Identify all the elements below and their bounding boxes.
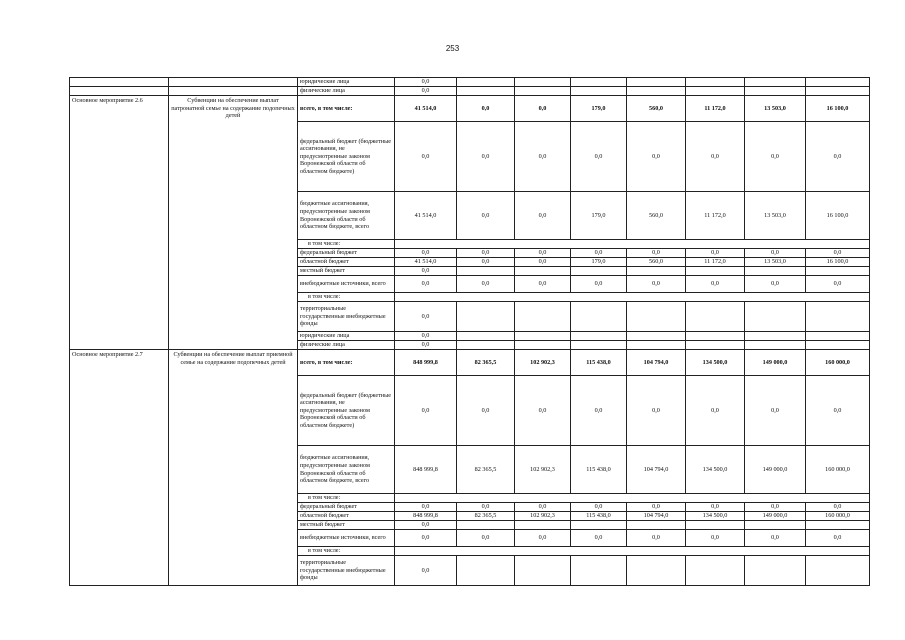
value-cell: 0,0 (627, 530, 686, 547)
value-cell: 0,0 (395, 341, 457, 350)
value-cell: 160 000,0 (806, 446, 870, 494)
empty-cell (515, 556, 571, 586)
value-cell: 0,0 (395, 87, 457, 96)
value-cell: 16 100,0 (806, 192, 870, 240)
empty-cell (627, 332, 686, 341)
table-row (70, 87, 870, 96)
empty-cell (745, 341, 806, 350)
value-cell: 0,0 (627, 276, 686, 293)
value-cell: 13 503,0 (745, 258, 806, 267)
table-row (70, 96, 870, 122)
value-cell: 0,0 (745, 503, 806, 512)
empty-cell (745, 521, 806, 530)
value-cell: 11 172,0 (686, 258, 745, 267)
value-cell: 0,0 (395, 521, 457, 530)
value-cell: 82 365,5 (457, 512, 515, 521)
empty-cell (745, 87, 806, 96)
row-label: бюджетные ассигнования, предусмотренные законом Воронежской области об областном бюджете, всего (298, 446, 395, 494)
value-cell: 149 000,0 (745, 350, 806, 376)
empty-cell (515, 267, 571, 276)
value-cell: 0,0 (457, 249, 515, 258)
empty-cell (745, 556, 806, 586)
value-cell: 179,0 (571, 96, 627, 122)
row-label: федеральный бюджет (бюджетные ассигнования, не предусмотренные законом Воронежской области об областном бюджете) (298, 122, 395, 192)
value-cell: 0,0 (806, 122, 870, 192)
empty-cell (686, 556, 745, 586)
value-cell: 0,0 (571, 530, 627, 547)
empty-cell (806, 556, 870, 586)
value-cell: 0,0 (395, 267, 457, 276)
table-row (70, 350, 870, 376)
empty-cell (515, 341, 571, 350)
value-cell: 0,0 (515, 376, 571, 446)
row-label: физические лица (298, 87, 395, 96)
value-cell: 11 172,0 (686, 192, 745, 240)
empty-cell (457, 87, 515, 96)
empty-cell (571, 267, 627, 276)
empty-cell (515, 87, 571, 96)
value-cell: 0,0 (515, 258, 571, 267)
value-cell: 104 794,0 (627, 512, 686, 521)
row-label: областной бюджет (298, 512, 395, 521)
empty-cell (686, 302, 745, 332)
value-cell: 0,0 (395, 249, 457, 258)
value-cell: 0,0 (457, 376, 515, 446)
empty-cell (806, 332, 870, 341)
value-cell: 0,0 (627, 503, 686, 512)
value-cell: 0,0 (395, 332, 457, 341)
empty-cell (515, 521, 571, 530)
row-label: внебюджетные источники, всего (298, 530, 395, 547)
value-cell: 0,0 (395, 503, 457, 512)
value-cell: 0,0 (806, 249, 870, 258)
empty-cell (806, 521, 870, 530)
value-cell: 0,0 (686, 276, 745, 293)
empty-cell (571, 87, 627, 96)
value-cell: 560,0 (627, 258, 686, 267)
empty-cell (686, 332, 745, 341)
value-cell: 0,0 (745, 530, 806, 547)
value-cell: 0,0 (457, 258, 515, 267)
value-cell: 0,0 (627, 122, 686, 192)
measure-name: Субвенции на обеспечение выплат приемной семье на содержание подопечных детей (169, 350, 298, 586)
row-label: областной бюджет (298, 258, 395, 267)
value-cell: 0,0 (457, 122, 515, 192)
page-number: 253 (445, 44, 460, 53)
value-cell: 0,0 (745, 122, 806, 192)
value-cell: 0,0 (686, 503, 745, 512)
value-cell: 102 902,3 (515, 446, 571, 494)
value-cell: 16 100,0 (806, 96, 870, 122)
empty-cell (571, 521, 627, 530)
empty-cell (457, 521, 515, 530)
value-cell: 0,0 (515, 249, 571, 258)
value-cell: 560,0 (627, 192, 686, 240)
row-label: в том числе: (298, 547, 395, 556)
row-label: местный бюджет (298, 267, 395, 276)
value-cell: 0,0 (686, 530, 745, 547)
value-cell: 0,0 (515, 122, 571, 192)
value-cell: 104 794,0 (627, 350, 686, 376)
empty-cell (457, 78, 515, 87)
empty-cell (745, 332, 806, 341)
value-cell: 160 000,0 (806, 512, 870, 521)
empty-cell (686, 267, 745, 276)
row-label: всего, в том числе: (298, 350, 395, 376)
value-cell: 0,0 (686, 249, 745, 258)
empty-cell (457, 556, 515, 586)
value-cell: 0,0 (515, 276, 571, 293)
value-cell: 102 902,3 (515, 512, 571, 521)
empty-cell (627, 267, 686, 276)
empty-cell (395, 293, 870, 302)
value-cell: 0,0 (395, 530, 457, 547)
row-label: федеральный бюджет (298, 249, 395, 258)
value-cell: 0,0 (745, 276, 806, 293)
value-cell: 0,0 (686, 122, 745, 192)
value-cell: 0,0 (457, 276, 515, 293)
empty-cell (70, 78, 169, 87)
value-cell: 848 999,8 (395, 512, 457, 521)
empty-cell (571, 556, 627, 586)
empty-cell (627, 341, 686, 350)
value-cell: 0,0 (395, 302, 457, 332)
empty-cell (686, 87, 745, 96)
empty-cell (627, 521, 686, 530)
value-cell: 0,0 (395, 556, 457, 586)
value-cell: 115 438,0 (571, 512, 627, 521)
value-cell: 0,0 (571, 376, 627, 446)
empty-cell (169, 78, 298, 87)
row-label: внебюджетные источники, всего (298, 276, 395, 293)
value-cell: 0,0 (571, 503, 627, 512)
value-cell: 0,0 (627, 376, 686, 446)
value-cell: 41 514,0 (395, 258, 457, 267)
value-cell: 134 500,0 (686, 512, 745, 521)
value-cell: 0,0 (457, 503, 515, 512)
row-label: территориальные государственные внебюджетные фонды (298, 556, 395, 586)
row-label: федеральный бюджет (бюджетные ассигнования, не предусмотренные законом Воронежской области об областном бюджете) (298, 376, 395, 446)
value-cell: 11 172,0 (686, 96, 745, 122)
value-cell: 16 100,0 (806, 258, 870, 267)
value-cell: 115 438,0 (571, 446, 627, 494)
row-label: бюджетные ассигнования, предусмотренные законом Воронежской области об областном бюджете, всего (298, 192, 395, 240)
value-cell: 13 503,0 (745, 192, 806, 240)
row-label: всего, в том числе: (298, 96, 395, 122)
row-label: физические лица (298, 341, 395, 350)
value-cell: 0,0 (806, 530, 870, 547)
row-label: юридические лица (298, 78, 395, 87)
empty-cell (70, 87, 169, 96)
empty-cell (806, 87, 870, 96)
value-cell: 560,0 (627, 96, 686, 122)
empty-cell (457, 302, 515, 332)
value-cell: 0,0 (395, 276, 457, 293)
empty-cell (457, 341, 515, 350)
value-cell: 0,0 (395, 376, 457, 446)
empty-cell (395, 547, 870, 556)
value-cell: 0,0 (571, 276, 627, 293)
empty-cell (515, 302, 571, 332)
empty-cell (806, 267, 870, 276)
row-label: местный бюджет (298, 521, 395, 530)
value-cell: 41 514,0 (395, 192, 457, 240)
value-cell: 115 438,0 (571, 350, 627, 376)
empty-cell (627, 302, 686, 332)
row-label: в том числе: (298, 494, 395, 503)
empty-cell (395, 494, 870, 503)
value-cell: 0,0 (806, 503, 870, 512)
empty-cell (745, 78, 806, 87)
empty-cell (686, 521, 745, 530)
empty-cell (806, 302, 870, 332)
value-cell: 134 500,0 (686, 446, 745, 494)
empty-cell (515, 78, 571, 87)
empty-cell (571, 341, 627, 350)
empty-cell (457, 267, 515, 276)
empty-cell (627, 556, 686, 586)
value-cell: 0,0 (395, 122, 457, 192)
value-cell: 0,0 (515, 530, 571, 547)
value-cell: 0,0 (457, 530, 515, 547)
empty-cell (806, 341, 870, 350)
value-cell: 0,0 (515, 503, 571, 512)
empty-cell (571, 302, 627, 332)
value-cell: 149 000,0 (745, 512, 806, 521)
empty-cell (457, 332, 515, 341)
empty-cell (571, 332, 627, 341)
measure-code: Основное мероприятие 2.6 (70, 96, 169, 350)
value-cell: 848 999,8 (395, 350, 457, 376)
empty-cell (806, 78, 870, 87)
value-cell: 0,0 (806, 376, 870, 446)
row-label: юридические лица (298, 332, 395, 341)
value-cell: 82 365,5 (457, 350, 515, 376)
value-cell: 41 514,0 (395, 96, 457, 122)
value-cell: 0,0 (571, 122, 627, 192)
empty-cell (745, 267, 806, 276)
empty-cell (169, 87, 298, 96)
value-cell: 0,0 (806, 276, 870, 293)
empty-cell (571, 78, 627, 87)
value-cell: 0,0 (686, 376, 745, 446)
value-cell: 0,0 (571, 249, 627, 258)
row-label: в том числе: (298, 240, 395, 249)
value-cell: 82 365,5 (457, 446, 515, 494)
value-cell: 102 902,3 (515, 350, 571, 376)
measure-name: Субвенции на обеспечение выплат патронатной семье на содержание подопечных детей (169, 96, 298, 350)
row-label: федеральный бюджет (298, 503, 395, 512)
value-cell: 0,0 (627, 249, 686, 258)
row-label: территориальные государственные внебюджетные фонды (298, 302, 395, 332)
value-cell: 0,0 (515, 96, 571, 122)
measure-code: Основное мероприятие 2.7 (70, 350, 169, 586)
value-cell: 134 500,0 (686, 350, 745, 376)
value-cell: 179,0 (571, 192, 627, 240)
value-cell: 848 999,8 (395, 446, 457, 494)
value-cell: 13 503,0 (745, 96, 806, 122)
value-cell: 0,0 (745, 249, 806, 258)
row-label: в том числе: (298, 293, 395, 302)
value-cell: 0,0 (395, 78, 457, 87)
empty-cell (686, 78, 745, 87)
table-row (70, 78, 870, 87)
value-cell: 149 000,0 (745, 446, 806, 494)
empty-cell (627, 78, 686, 87)
empty-cell (515, 332, 571, 341)
value-cell: 0,0 (457, 96, 515, 122)
empty-cell (745, 302, 806, 332)
empty-cell (395, 240, 870, 249)
value-cell: 0,0 (515, 192, 571, 240)
budget-table (69, 77, 870, 586)
empty-cell (627, 87, 686, 96)
value-cell: 160 000,0 (806, 350, 870, 376)
value-cell: 0,0 (745, 376, 806, 446)
value-cell: 0,0 (457, 192, 515, 240)
value-cell: 179,0 (571, 258, 627, 267)
empty-cell (686, 341, 745, 350)
value-cell: 104 794,0 (627, 446, 686, 494)
